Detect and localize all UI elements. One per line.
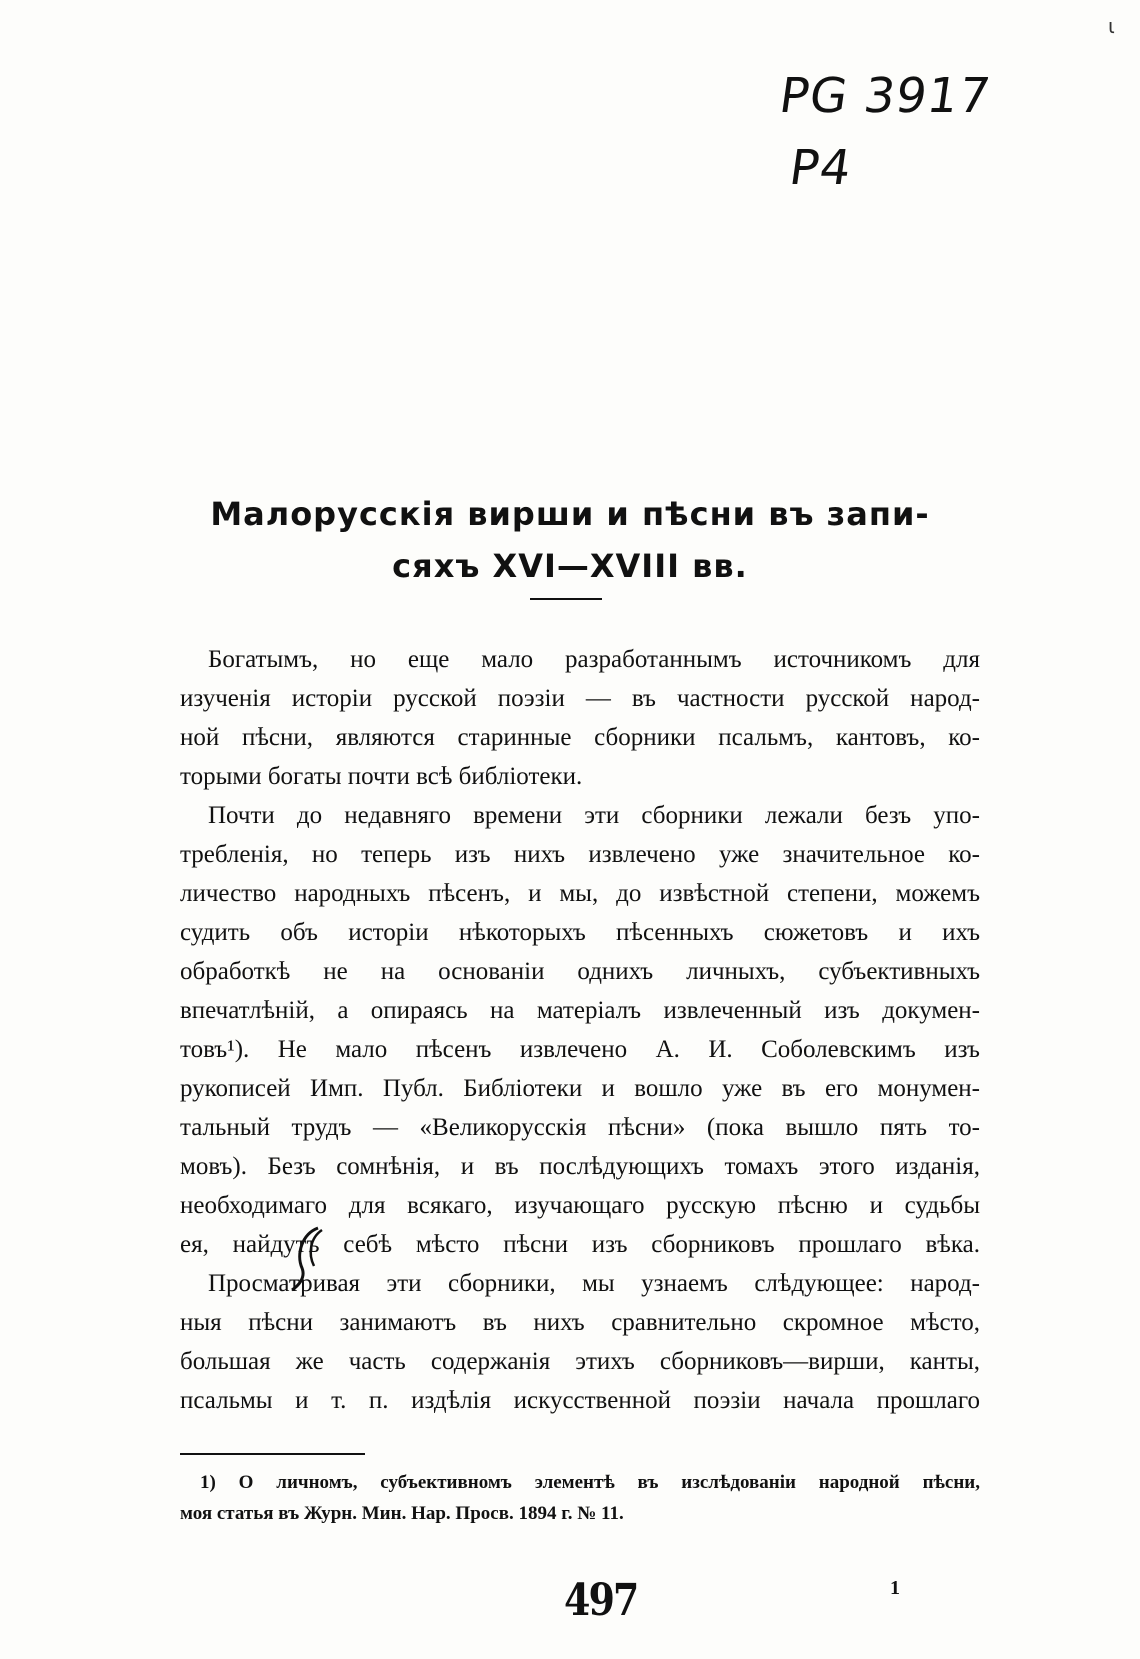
- text-line: обработкѣ не на основаніи однихъ личныхъ, субъективныхъ: [180, 958, 980, 985]
- footnote: [180, 1467, 980, 1529]
- handwritten-bracket-mark: [288, 1224, 328, 1294]
- stamped-page-number: 497: [564, 1573, 638, 1626]
- margin-tick-mark: ι: [1108, 14, 1115, 38]
- text-line: впечатлѣній, а опираясь на матеріалъ извлеченный изъ докумен-: [180, 997, 980, 1024]
- text-line: личество народныхъ пѣсенъ, и мы, до извѣстной степени, можемъ: [180, 880, 980, 907]
- title-line-2: сяхъ XVI—XVIII вв.: [392, 547, 748, 585]
- footnote-line: 1) О личномъ, субъективномъ элементѣ въ изслѣдованіи народной пѣсни,: [200, 1472, 980, 1493]
- text-line: изученія исторіи русской поэзіи — въ частности русской народ-: [180, 685, 980, 712]
- text-line: Просматривая эти сборники, мы узнаемъ слѣдующее: народ-: [208, 1270, 980, 1297]
- handwritten-call-number: PG 3917: [776, 68, 995, 124]
- paragraph-1: [180, 640, 980, 796]
- footnote-line: моя статья въ Журн. Мин. Нар. Просв. 1894 г. № 11.: [180, 1503, 624, 1524]
- title-line-1: Малорусскія вирши и пѣсни въ запи-: [210, 495, 930, 533]
- text-line: Богатымъ, но еще мало разработаннымъ источникомъ для: [208, 646, 980, 673]
- text-line: ныя пѣсни занимаютъ въ нихъ сравнительно скромное мѣсто,: [180, 1309, 980, 1336]
- text-line: товъ¹). Не мало пѣсенъ извлечено А. И. Соболевскимъ изъ: [180, 1036, 980, 1063]
- text-line: псальмы и т. п. издѣлія искусственной поэзіи начала прошлаго: [180, 1387, 980, 1414]
- text-line: судить объ исторіи нѣкоторыхъ пѣсенныхъ сюжетовъ и ихъ: [180, 919, 980, 946]
- text-line: рукописей Имп. Публ. Библіотеки и вошло уже въ его монумен-: [180, 1075, 980, 1102]
- text-line: требленія, но теперь изъ нихъ извлечено уже значительное ко-: [180, 841, 980, 868]
- text-line: торыми богаты почти всѣ библіотеки.: [180, 763, 583, 790]
- footnote-divider: [180, 1453, 365, 1455]
- paragraph-2: [180, 796, 980, 1264]
- text-line: тальный трудъ — «Великорусскія пѣсни» (пока вышло пять то-: [180, 1114, 980, 1141]
- text-line: ной пѣсни, являются старинные сборники псальмъ, кантовъ, ко-: [180, 724, 980, 751]
- article-title: [140, 488, 1000, 592]
- article-body: [180, 640, 980, 1420]
- title-divider: [530, 598, 602, 600]
- text-line: мовъ). Безъ сомнѣнія, и въ послѣдующихъ томахъ этого изданія,: [180, 1153, 980, 1180]
- handwritten-call-number-suffix: P4: [786, 140, 856, 196]
- text-line: ея, найдутъ себѣ мѣсто пѣсни изъ сборниковъ прошлаго вѣка.: [180, 1231, 980, 1258]
- text-line: большая же часть содержанія этихъ сборниковъ—вирши, канты,: [180, 1348, 980, 1375]
- text-line: необходимаго для всякаго, изучающаго русскую пѣсню и судьбы: [180, 1192, 980, 1219]
- text-line: Почти до недавняго времени эти сборники лежали безъ упо-: [208, 802, 980, 829]
- signature-number: 1: [890, 1577, 900, 1599]
